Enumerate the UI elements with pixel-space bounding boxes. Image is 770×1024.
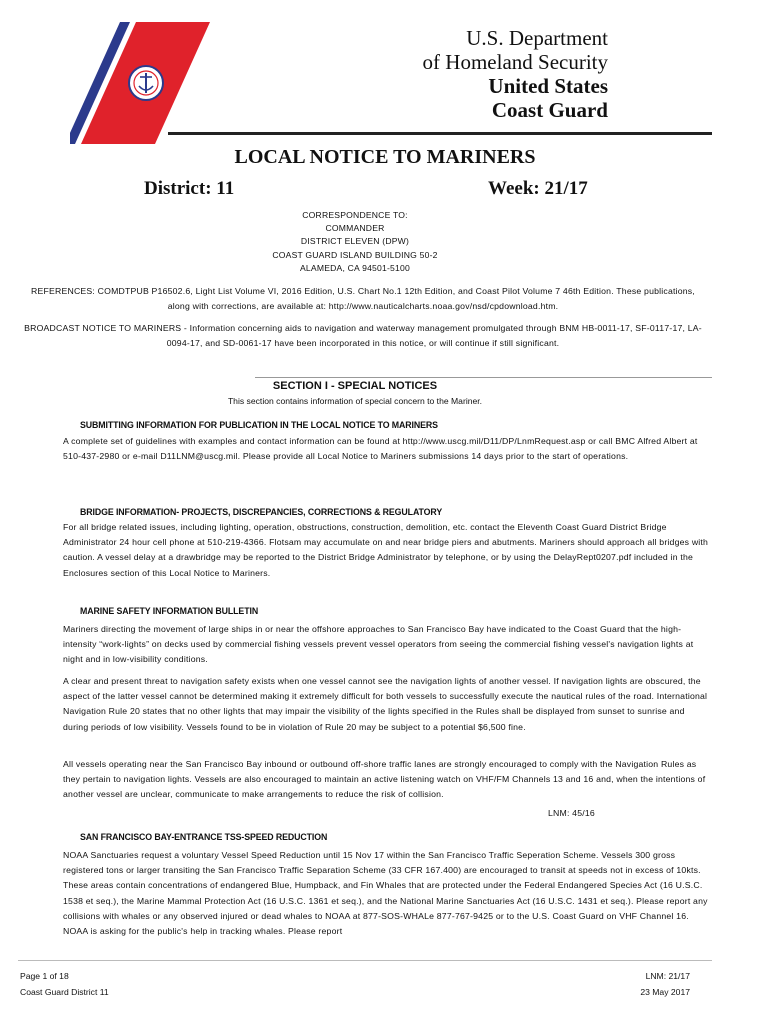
section-divider [255, 377, 712, 378]
notice-paragraph: A complete set of guidelines with examples and contact information can be found at http://www.uscg.mil/D11/DP/LnmRequest.asp or call BMC Alfred Albert at 510-437-2980 or e-mail D11LNM@uscg.mil. Please provide all Local Notice to Mariners submissions 14 days prior to the start of operations. [63, 436, 698, 462]
dept-line-2: of Homeland Security [422, 50, 608, 74]
footer-left [20, 969, 109, 1000]
footer-divider [18, 960, 712, 961]
footer-lnm: LNM: 21/17 [645, 971, 690, 981]
week-label: Week: 21/17 [488, 178, 588, 199]
notice-heading: SAN FRANCISCO BAY-ENTRANCE TSS-SPEED REDUCTION [80, 832, 328, 842]
broadcast-notice-paragraph: BROADCAST NOTICE TO MARINERS - Information concerning aids to navigation and waterway management promulgated through BNM HB-0011-17, SF-0117-17, LA-0094-17, and SD-0061-17 have been incorporated in this notice, or will continue if still significant. [24, 323, 702, 349]
notice-paragraph: A clear and present threat to navigation safety exists when one vessel cannot see the navigation lights of another vessel. If navigation lights are obscured, the aspect of the latter vessel cannot be determined making it extremely difficult for both vessels to successfully execute the nautical rules of the road. International Navigation Rule 20 states that no other lights that may impair the visibility of the lights specified in the Rules shall be displayed from sunset to sunrise and during periods of low visibility. Vessels found to be in violation of Rule 20 may be subject to a potential $6,500 fine. [63, 676, 708, 732]
notice-heading: SUBMITTING INFORMATION FOR PUBLICATION IN THE LOCAL NOTICE TO MARINERS [80, 420, 438, 430]
correspondence-line: COMMANDER [325, 223, 385, 234]
department-header [423, 26, 608, 122]
correspondence-address [0, 209, 710, 275]
notice-heading: BRIDGE INFORMATION- PROJECTS, DISCREPANCIES, CORRECTIONS & REGULATORY [80, 507, 443, 517]
references-paragraph: REFERENCES: COMDTPUB P16502.6, Light List Volume VI, 2016 Edition, U.S. Chart No.1 12th Edition, and Coast Pilot Volume 7 46th Edition. These publications, along with corrections, are available at: http://www.nauticalcharts.noaa.gov/nsd/cpdownload.htm. [31, 286, 695, 312]
notice-paragraph: All vessels operating near the San Francisco Bay inbound or outbound off-shore traffic lanes are strongly encouraged to comply with the Navigation Rules as they pertain to navigation lights. Vessels are also encouraged to maintain an active listening watch on VHF/FM Channels 13 and 16 and, when the intentions of another vessel are unclear, communicate to make arrangements to reduce the risk of collision. [63, 759, 706, 800]
correspondence-line: DISTRICT ELEVEN (DPW) [300, 236, 410, 247]
agency-line-1: United States [488, 74, 608, 98]
correspondence-line: COAST GUARD ISLAND BUILDING 50-2 [272, 249, 438, 260]
footer-right [640, 969, 690, 1000]
correspondence-line: ALAMEDA, CA 94501-5100 [300, 262, 410, 273]
notice-heading: MARINE SAFETY INFORMATION BULLETIN [80, 606, 259, 616]
section-title: SECTION I - SPECIAL NOTICES [272, 380, 438, 392]
document-title: LOCAL NOTICE TO MARINERS [234, 146, 536, 168]
page-number: Page 1 of 18 [20, 971, 69, 981]
agency-line-2: Coast Guard [491, 98, 608, 122]
footer-date: 23 May 2017 [640, 986, 690, 997]
header-divider [168, 132, 712, 135]
dept-line-1: U.S. Department [466, 26, 608, 50]
correspondence-line: CORRESPONDENCE TO: [302, 210, 408, 220]
uscg-racing-stripe-logo [70, 22, 210, 144]
section-subtitle: This section contains information of special concern to the Mariner. [227, 396, 483, 406]
notice-paragraph: Mariners directing the movement of large ships in or near the offshore approaches to San Francisco Bay have indicated to the Coast Guard that the high-intensity “work-lights” on decks used by commercial fishing vessels prevent vessel operators from seeing the commercial fishing vessel's navigation lights at night and in low-visibility conditions. [63, 624, 694, 665]
notice-paragraph: For all bridge related issues, including lighting, operation, obstructions, construction, demolition, etc. contact the Eleventh Coast Guard District Bridge Administrator 24 hour cell phone at 510-219-4366. Flotsam may accumulate on and near bridge piers and abutments. Mariners should approach all bridges with caution. A vessel delay at a drawbridge may be reported to the District Bridge Administrator by telephone, or by using the DelayRept0207.pdf included in the Enclosures section of this Local Notice to Mariners. [63, 522, 709, 578]
notice-paragraph: NOAA Sanctuaries request a voluntary Vessel Speed Reduction until 15 Nov 17 within the San Francisco Traffic Seperation Scheme. Vessels 300 gross registered tons or larger transiting the San Francisco Traffic Separation Scheme (33 CFR 167.400) are encouraged to transit at speeds not in excess of 10kts. These areas contain concentrations of endangered Blue, Humpback, and Fin Whales that are protected under the Federal Endangered Species Act (16 U.S.C. 1538 et seq.), the Marine Mammal Protection Act (16 U.S.C. 1361 et seq.), and the National Marine Sanctuaries Act (16 U.S.C. 1431 et seq.). Please report any collisions with whales or any observed injured or dead whales to NOAA at 877-SOS-WHALe 877-767-9425 or to the U.S. Coast Guard on VHF Channel 16. NOAA is asking for the public's help in tracking whales. Please report [63, 850, 708, 937]
district-label: District: 11 [144, 178, 235, 199]
footer-district: Coast Guard District 11 [20, 986, 109, 997]
lnm-reference: LNM: 45/16 [548, 808, 595, 818]
